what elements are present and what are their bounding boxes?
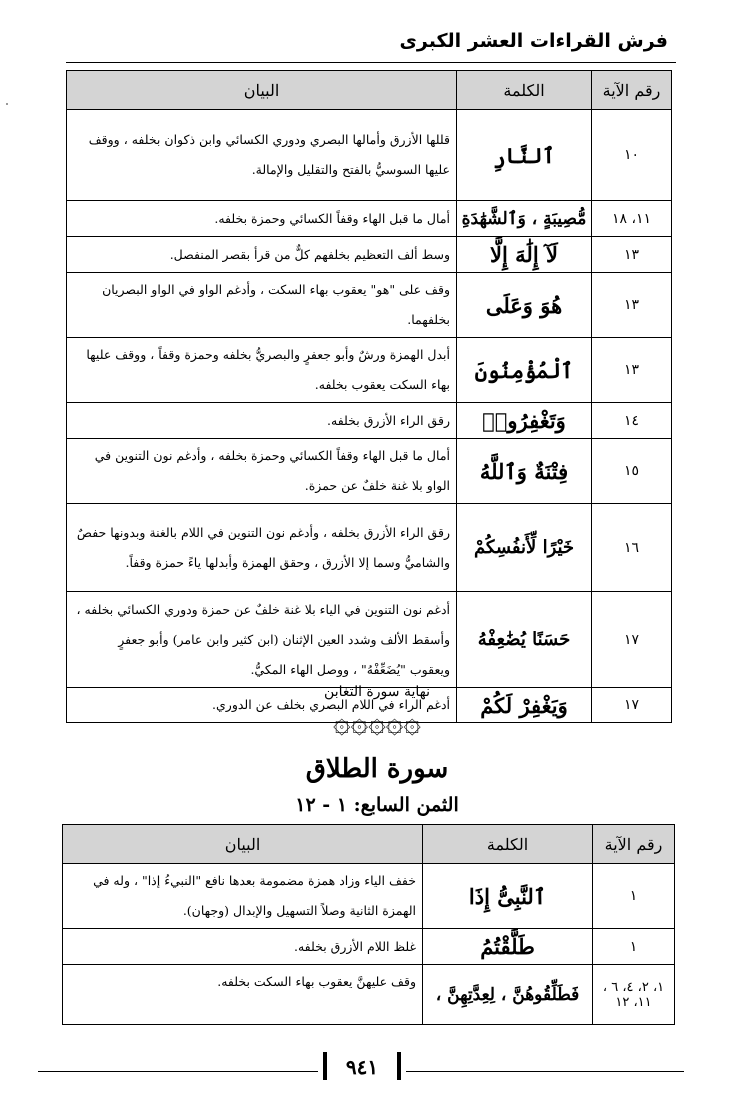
footer-rule-left (38, 1071, 318, 1072)
header-rule (66, 62, 676, 63)
table-row (67, 439, 672, 504)
quran-word: وَتَغْفِرُوا۟ (457, 403, 592, 439)
verse-number: ١٧ (592, 592, 672, 688)
header-word: الكلمة (423, 825, 593, 864)
table-header-row (67, 71, 672, 110)
verse-number: ١٦ (592, 504, 672, 592)
surah-title: سورة الطلاق (305, 754, 449, 784)
page-number: ٩٤١ (345, 1055, 379, 1079)
header-word: الكلمة (457, 71, 592, 110)
explanation-text: وسط ألف التعظيم بخلفهم كلٌّ من قرأ بقصر المنفصل. (67, 237, 457, 273)
explanation-text: رقق الراء الأزرق بخلفه. (67, 403, 457, 439)
quran-word: وَيَغْفِرْ لَكُمْ (457, 688, 592, 723)
explanation-text: غلظ اللام الأزرق بخلفه. (63, 929, 423, 965)
verse-number: ١، ٢، ٤، ٦ ، ١١، ١٢ (593, 965, 675, 1025)
table-row (67, 201, 672, 237)
verse-number: ١٥ (592, 439, 672, 504)
quran-word: مُّصِيبَةٍ ، وَٱلشَّهَٰدَةِ (457, 201, 592, 237)
quran-word: ٱلْمُؤْمِنُونَ (457, 338, 592, 403)
quran-word: حَسَنًا يُضَٰعِفْهُ (457, 592, 592, 688)
quran-word: فِتْنَةٌ وَٱللَّهُ (457, 439, 592, 504)
table-row (67, 237, 672, 273)
explanation-text: أدغم نون التنوين في الياء بلا غنة خلفٌ عن حمزة ودوري الكسائي بخلفه ، وأسقط الألف وشدد العين الإثنان (ابن كثير وابن عامر) وأبو جعفرٍ ويعقوب "يُضَعِّفْهُ" ، ووصل الهاء المكيُّ. (67, 592, 457, 688)
header-explanation: البيان (67, 71, 457, 110)
verse-number: ١ (593, 864, 675, 929)
footer-rule-right (406, 1071, 684, 1072)
table-header-row (63, 825, 675, 864)
star-ornaments-icon: ۞۞۞۞۞ (333, 705, 421, 740)
table-row (63, 965, 675, 1025)
table-row (67, 338, 672, 403)
quran-word: ٱلنَّبِىُّ إِذَا (423, 864, 593, 929)
verse-number: ١٠ (592, 110, 672, 201)
quran-word: خَيْرًا لِّأَنفُسِكُمْ (457, 504, 592, 592)
explanation-text: وقف عليهنَّ يعقوب بهاء السكت بخلفه. (63, 965, 423, 1025)
verse-number: ١٧ (592, 688, 672, 723)
explanation-text: وقف على "هو" يعقوب بهاء السكت ، وأدغم الواو في الواو البصريان بخلفهما. (67, 273, 457, 338)
readings-table-talaq (62, 824, 675, 1025)
end-of-surah-note: نهاية سورة التغابن (324, 684, 430, 700)
explanation-text: أمال ما قبل الهاء وقفاً الكسائي وحمزة بخلفه. (67, 201, 457, 237)
quran-word: ٱلنَّارِ (457, 110, 592, 201)
table-row (67, 110, 672, 201)
header-verse-number: رقم الآية (593, 825, 675, 864)
footer-bar-right (397, 1052, 401, 1080)
table-row (67, 504, 672, 592)
quran-word: طَلَّقْتُمُ (423, 929, 593, 965)
quran-word: فَطَلِّقُوهُنَّ ، لِعِدَّتِهِنَّ ، (423, 965, 593, 1025)
quran-word: لَآ إِلَٰهَ إِلَّا (457, 237, 592, 273)
table-row (63, 864, 675, 929)
verse-number: ١٤ (592, 403, 672, 439)
explanation-text: قللها الأزرق وأمالها البصري ودوري الكسائي وابن ذكوان بخلفه ، ووقف عليها السوسيُّ بالفتح والتقليل والإمالة. (67, 110, 457, 201)
explanation-text: أبدل الهمزة ورشٌ وأبو جعفرٍ والبصريُّ بخلفه وحمزة وقفاً ، ووقف عليها بهاء السكت يعقوب بخلفه. (67, 338, 457, 403)
explanation-text: أدغم الراء في اللام البصري بخلف عن الدوري. (67, 688, 457, 723)
table-row (67, 592, 672, 688)
running-head: فرش القراءات العشر الكبرى (399, 30, 668, 52)
explanation-text: رقق الراء الأزرق بخلفه ، وأدغم نون التنوين في اللام بالغنة وبدونها حفصٌ والشاميُّ وسما إلا الأزرق ، وحقق الهمزة وأبدلها ياءً حمزة وقفاً. (67, 504, 457, 592)
verse-number: ١٣ (592, 338, 672, 403)
verse-number: ١ (593, 929, 675, 965)
margin-mark (6, 103, 8, 105)
explanation-text: أمال ما قبل الهاء وقفاً الكسائي وحمزة بخلفه ، وأدغم نون التنوين في الواو بلا غنة خلفٌ عن حمزة. (67, 439, 457, 504)
explanation-text: خفف الياء وزاد همزة مضمومة بعدها نافع "النبيءُ إذا" ، وله في الهمزة الثانية وصلاً التسهيل والإبدال (وجهان). (63, 864, 423, 929)
table-row (63, 929, 675, 965)
readings-table-taghabun (66, 70, 672, 723)
verse-number: ١٣ (592, 273, 672, 338)
header-verse-number: رقم الآية (592, 71, 672, 110)
table-row (67, 273, 672, 338)
section-title: الثمن السابع: ١ - ١٢ (295, 794, 459, 816)
table-row (67, 403, 672, 439)
quran-word: هُوَ وَعَلَى (457, 273, 592, 338)
verse-number: ١٣ (592, 237, 672, 273)
header-explanation: البيان (63, 825, 423, 864)
verse-number: ١١، ١٨ (592, 201, 672, 237)
